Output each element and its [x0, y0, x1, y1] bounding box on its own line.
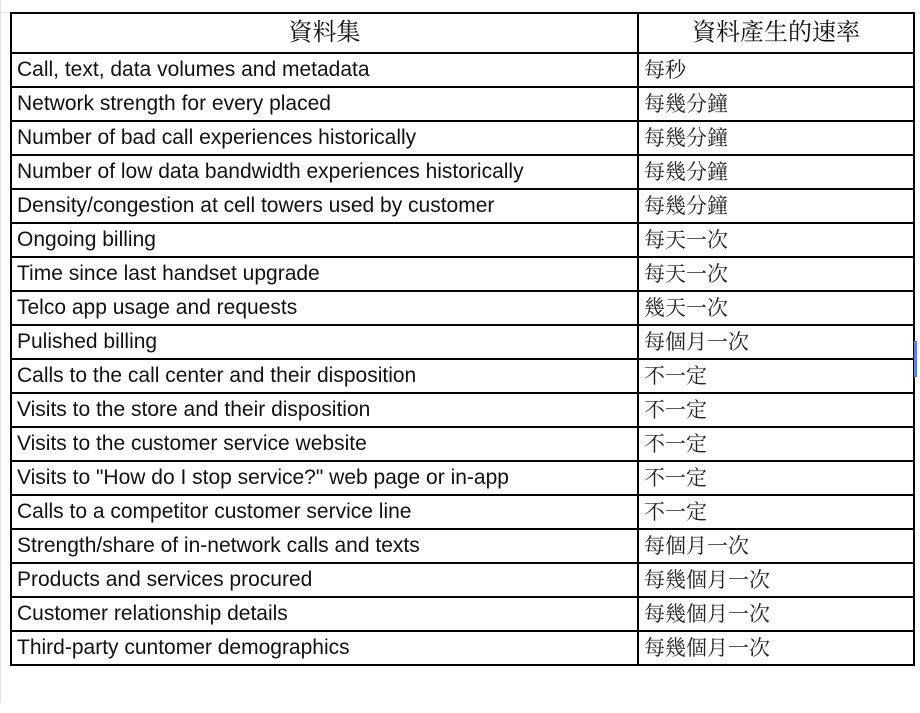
table-row — [11, 461, 914, 495]
rate-cell[interactable]: 每幾個月一次 — [638, 631, 914, 665]
dataset-cell[interactable]: Visits to the store and their disposition — [11, 393, 638, 427]
gridline-left — [0, 0, 1, 713]
table-row — [11, 121, 914, 155]
table-row — [11, 393, 914, 427]
dataset-cell[interactable]: Customer relationship details — [11, 597, 638, 631]
table-row — [11, 597, 914, 631]
table-row — [11, 325, 914, 359]
table-row — [11, 189, 914, 223]
rate-cell[interactable]: 每個月一次 — [638, 529, 914, 563]
dataset-cell[interactable]: Strength/share of in-network calls and texts — [11, 529, 638, 563]
table-row — [11, 359, 914, 393]
dataset-cell[interactable]: Number of bad call experiences historically — [11, 121, 638, 155]
table-row — [11, 223, 914, 257]
dataset-cell[interactable]: Visits to "How do I stop service?" web page or in-app — [11, 461, 638, 495]
rate-cell[interactable]: 每秒 — [638, 53, 914, 87]
table-row — [11, 155, 914, 189]
header-row — [11, 13, 914, 53]
rate-cell[interactable]: 不一定 — [638, 393, 914, 427]
header-dataset[interactable]: 資料集 — [11, 13, 638, 53]
table-row — [11, 631, 914, 665]
dataset-cell[interactable]: Network strength for every placed — [11, 87, 638, 121]
rate-cell[interactable]: 每幾個月一次 — [638, 563, 914, 597]
dataset-cell[interactable]: Pulished billing — [11, 325, 638, 359]
rate-cell[interactable]: 不一定 — [638, 461, 914, 495]
rate-cell[interactable]: 每幾分鐘 — [638, 155, 914, 189]
rate-cell[interactable]: 不一定 — [638, 359, 914, 393]
rate-cell[interactable]: 不一定 — [638, 495, 914, 529]
dataset-cell[interactable]: Calls to a competitor customer service line — [11, 495, 638, 529]
dataset-cell[interactable]: Products and services procured — [11, 563, 638, 597]
selected-cell-indicator — [914, 341, 917, 377]
table-row — [11, 563, 914, 597]
table-row — [11, 495, 914, 529]
table-row — [11, 427, 914, 461]
dataset-cell[interactable]: Ongoing billing — [11, 223, 638, 257]
data-table — [10, 12, 915, 666]
rate-cell[interactable]: 每天一次 — [638, 223, 914, 257]
dataset-cell[interactable]: Visits to the customer service website — [11, 427, 638, 461]
header-rate[interactable]: 資料產生的速率 — [638, 13, 914, 53]
sheet-bottom-strip — [0, 702, 920, 713]
table-row — [11, 529, 914, 563]
dataset-cell[interactable]: Number of low data bandwidth experiences historically — [11, 155, 638, 189]
rate-cell[interactable]: 每天一次 — [638, 257, 914, 291]
table-row — [11, 87, 914, 121]
dataset-cell[interactable]: Telco app usage and requests — [11, 291, 638, 325]
dataset-cell[interactable]: Third-party cuntomer demographics — [11, 631, 638, 665]
dataset-cell[interactable]: Density/congestion at cell towers used by customer — [11, 189, 638, 223]
rate-cell[interactable]: 每幾分鐘 — [638, 189, 914, 223]
rate-cell[interactable]: 每幾分鐘 — [638, 121, 914, 155]
dataset-cell[interactable]: Time since last handset upgrade — [11, 257, 638, 291]
rate-cell[interactable]: 每幾分鐘 — [638, 87, 914, 121]
dataset-cell[interactable]: Call, text, data volumes and metadata — [11, 53, 638, 87]
rate-cell[interactable]: 不一定 — [638, 427, 914, 461]
dataset-cell[interactable]: Calls to the call center and their disposition — [11, 359, 638, 393]
rate-cell[interactable]: 幾天一次 — [638, 291, 914, 325]
table-row — [11, 257, 914, 291]
table-row — [11, 53, 914, 87]
table-row — [11, 291, 914, 325]
rate-cell[interactable]: 每個月一次 — [638, 325, 914, 359]
rate-cell[interactable]: 每幾個月一次 — [638, 597, 914, 631]
